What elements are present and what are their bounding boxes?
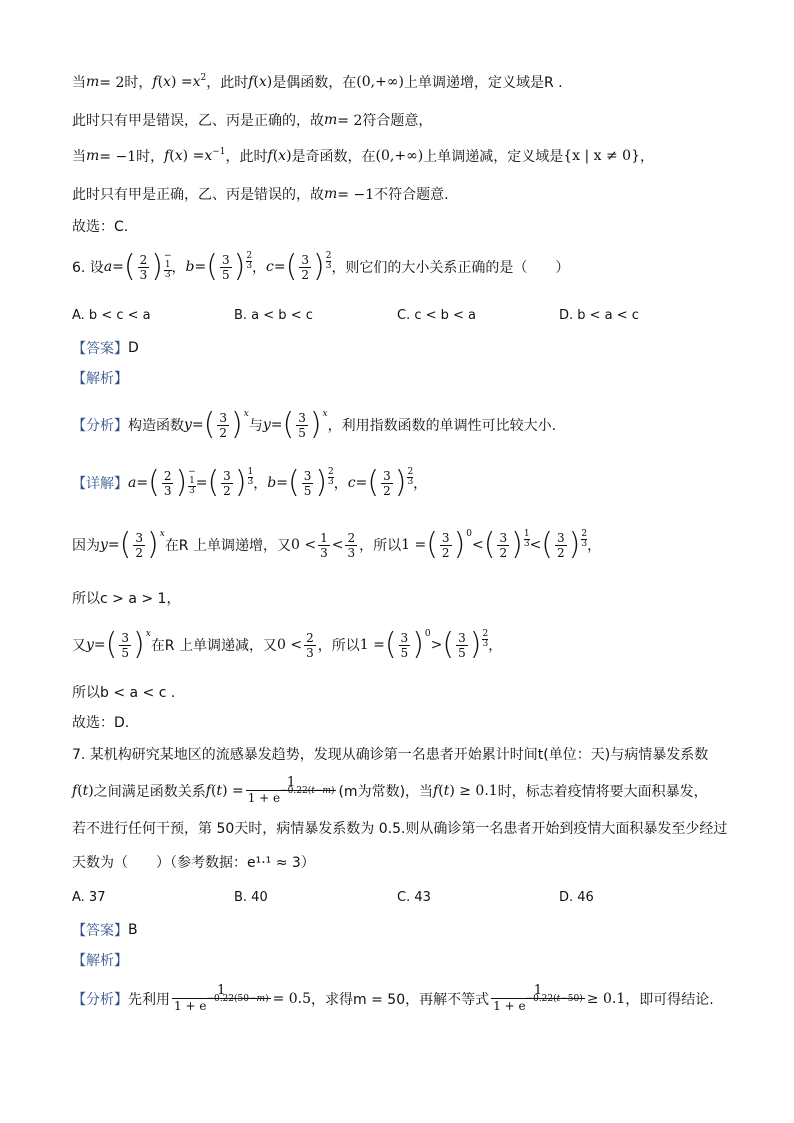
question-7-line4 (72, 852, 315, 872)
analysis-6-heading (72, 368, 128, 388)
text: 故选：C. (72, 219, 129, 235)
text: ，此时 (206, 75, 249, 91)
text: ，利用指数函数的单调性可比较大小. (327, 418, 557, 434)
text: 天数为（ ）（参考数据：e¹·¹ ≈ 3） (72, 855, 315, 871)
answer-value: B (128, 922, 138, 938)
line-m-neg1: 当 m = −1时， f ( x ) = x $^{-1}$ ，此时 f ( x ) 是奇函数，在 (0,+∞) 上单调递减，定义域是 {x | x ≠ 0} ， (72, 147, 654, 165)
option-a: A. b < c < a (72, 308, 151, 323)
line-choose-c (72, 216, 128, 236)
interval: (0,+∞) (375, 148, 424, 164)
analysis-tag: 【分析】 (72, 991, 128, 1008)
text: (m为常数)，当 (338, 783, 434, 800)
answer-value: D (128, 340, 139, 356)
analysis-tag: 【分析】 (72, 418, 128, 434)
text: 此时只有甲是错误，乙、丙是正确的，故 (72, 113, 324, 129)
text: 7. 某机构研究某地区的流感暴发趋势，发现从确诊第一名患者开始累计时间t(单位：天)与病情暴发系数 (72, 747, 709, 763)
option-a: A. 37 (72, 890, 106, 905)
detail-6-line5 (72, 682, 175, 702)
text: 在R 上单调递增，又 (164, 538, 291, 554)
answer-label: 【答案】 (72, 341, 128, 357)
detail-6-line4: 又 y = ( $\frac{3}{5}$ ) x 在R 上单调递减，又 0 < $\frac{2}{3}$ ，所以 1 = ( $\frac{3}{5}$ ) 0 > ( $\frac{3}{5}$ ) 2 3 ， (72, 627, 503, 662)
set: {x | x ≠ 0} (563, 148, 640, 164)
text: 时，标志着疫情将要大面积暴发， (497, 783, 708, 800)
option-d: D. 46 (559, 890, 594, 905)
text: ，则它们的大小关系正确的是（ ） (331, 260, 570, 276)
text: ，此时 (225, 149, 268, 165)
text: ，即可得结论. (625, 991, 714, 1008)
detail-6-line3 (72, 588, 180, 608)
text: = 2符合题意， (337, 113, 433, 129)
question-6-stem: 6. 设 a = ( $\frac{2}{3}$ ) − 1 3 ， b = ( $\frac{3}{5}$ ) 2 3 ， c = ( $\frac{3}{2}$ ) 2 3 ，则它们的大小关系正确的是（ ） (72, 249, 570, 284)
interval: (0,+∞) (356, 74, 404, 90)
text: 所以c > a > 1， (72, 591, 181, 607)
text: 当 (72, 149, 86, 165)
line-conclusion-1: 此时只有甲是错误，乙、丙是正确的，故 m = 2符合题意， (72, 112, 433, 129)
answer-7 (72, 920, 138, 940)
text: 在R 上单调递减，又 (150, 638, 277, 654)
text: = −1不符合题意. (337, 187, 449, 203)
text: 当 (72, 75, 86, 91)
text: ， (488, 638, 503, 654)
text: 若不进行任何干预，第 50天时，病情暴发系数为 0.5.则从确诊第一名患者开始到疫情大面积暴发至少经过 (72, 821, 728, 837)
text: 因为 (72, 538, 100, 554)
analysis-7-heading (72, 950, 128, 970)
option-b: B. 40 (234, 890, 268, 905)
question-7-line1 (72, 744, 708, 764)
text: 此时只有甲是正确，乙、丙是错误的，故 (72, 187, 324, 203)
question-7-line3 (72, 818, 727, 838)
option-d: D. b < a < c (559, 308, 639, 323)
detail-6-line6 (72, 712, 129, 732)
text: ， (587, 538, 602, 554)
detail-tag: 【详解】 (72, 476, 128, 492)
question-7-line2: f ( t ) 之间满足函数关系 f ( t ) = $\frac{1}{1 + e^{-0.22(t-m)}}$ (m为常数)，当 f ( t ) ≥ 0.1 时，标志着疫情将要大面积暴发， (72, 775, 708, 805)
option-c: C. c < b < a (397, 308, 477, 323)
text: 是奇函数，在 (291, 149, 376, 165)
analysis-label: 【解析】 (72, 371, 128, 387)
text: 之间满足函数关系 (93, 783, 206, 800)
text: 又 (72, 638, 86, 654)
analysis-6: 【分析】 构造函数 y = ( $\frac{3}{2}$ ) x 与 y = ( $\frac{3}{5}$ ) x ，利用指数函数的单调性可比较大小. (72, 407, 557, 442)
answer-label: 【答案】 (72, 923, 128, 939)
text: = −1时， (99, 149, 165, 165)
line-conclusion-2: 此时只有甲是正确，乙、丙是错误的，故 m = −1不符合题意. (72, 186, 449, 203)
text: = 2时， (99, 75, 153, 91)
option-c: C. 43 (397, 890, 431, 905)
text: ，所以 (359, 538, 402, 554)
answer-6 (72, 338, 139, 358)
text: ， (640, 149, 654, 165)
detail-6: 【详解】 a = ( $\frac{2}{3}$ ) − 1 3 = ( $\frac{3}{2}$ ) 1 3 ， b = ( $\frac{3}{5}$ ) 2 3 ， c = ( $\frac{3}{2}$ ) 2 3 ， (72, 465, 428, 500)
text: 所以b < a < c . (72, 685, 176, 701)
text: 故选：D. (72, 715, 130, 731)
line-m2: 当 m = 2时， f ( x ) = x $^2$ ，此时 f ( x ) 是偶函数，在 (0,+∞) 上单调递增，定义域是R . (72, 73, 563, 91)
text: 与 (248, 418, 263, 434)
analysis-label: 【解析】 (72, 953, 128, 969)
text: 构造函数 (128, 418, 184, 434)
text: 6. 设 (72, 260, 104, 276)
text: 上单调递增，定义域是R . (403, 75, 563, 91)
text: 上单调递减，定义域是 (423, 149, 564, 165)
text: ，求得m = 50，再解不等式 (311, 991, 490, 1008)
text: 先利用 (128, 991, 170, 1008)
text: ，所以 (317, 638, 360, 654)
detail-6-line2: 因为 y = ( $\frac{3}{2}$ ) x 在R 上单调递增，又 0 < $\frac{1}{3}$ < $\frac{2}{3}$ ，所以 1 = ( $\frac{3}{2}$ ) 0 < ( $\frac{3}{2}$ ) 1 3 < ( $\frac{3}{2}$ ) 2 3 ， (72, 527, 602, 562)
analysis-7: 【分析】 先利用 $\frac{1}{1 + e^{-0.22(50-m)}}$ = 0.5 ，求得m = 50，再解不等式 $\frac{1}{1 + e^{-0.22(t-50)}}$ ≥ 0.1 ，即可得结论. (72, 983, 714, 1013)
text: 是偶函数，在 (272, 75, 357, 91)
option-b: B. a < b < c (234, 308, 313, 323)
